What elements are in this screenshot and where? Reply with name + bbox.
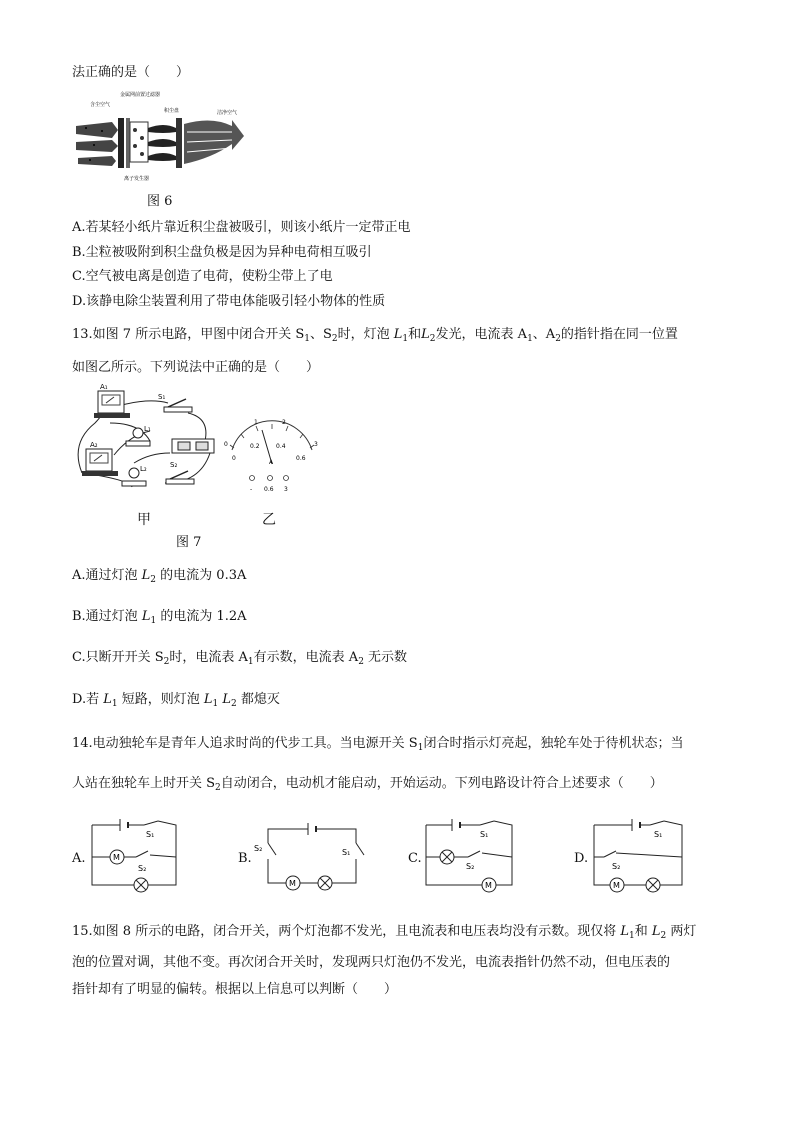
q12-option-b: B.尘粒被吸附到积尘盘负极是因为异种电荷相互吸引 [72,245,372,260]
label-yi: 乙 [262,512,276,528]
q13-stem-line1: 13.如图 7 所示电路，甲图中闭合开关 $S_1$、$S_2$时，灯泡 $L_1$和$L_2$发光，电流表 $A_1$、$A_2$的指针指在同一位置 [72,327,678,344]
label-dust-plate: 积尘盘 [164,108,180,114]
q13-stem-line2: 如图乙所示。下列说法中正确的是（ ） [72,360,320,375]
d-label-s1: S₁ [654,830,663,839]
q14-option-b-label: B. [238,851,252,866]
q13-option-c: C.只断开开关 $S_2$时，电流表 $A_1$有示数，电流表 $A_2$ 无示数 [72,650,408,667]
tick-bottom-0: 0 [232,455,236,462]
circuit-jia-figure [70,383,220,495]
a-label-s2: S₂ [138,864,147,873]
label-a1: A₁ [100,383,108,391]
q14-circuit-b [250,815,370,895]
a-motor: M [113,853,120,862]
tick-top-1: 1 [254,419,258,426]
meter-dial-yi [220,418,324,496]
c-label-s1: S₁ [480,830,489,839]
q13-option-b: B.通过灯泡 $L_1$ 的电流为 1.2A [72,609,247,626]
label-l1: L₁ [144,425,151,433]
electrostatic-precipitator-figure [72,86,247,190]
label-jia: 甲 [137,512,151,528]
tick-top-0: 0 [224,441,228,448]
terminal-neg: - [250,486,253,493]
c-label-s2: S₂ [466,862,475,871]
q12-stem-tail: 法正确的是（ ） [72,65,190,80]
label-s1: S₁ [158,393,166,401]
q14-stem-line2: 人站在独轮车上时开关 $S_2$自动闭合，电动机才能启动，开始运动。下列电路设计符合上述要求（ ） [72,776,663,793]
q12-option-c: C.空气被电离是创造了电荷，使粉尘带上了电 [72,269,333,284]
meter-unit: A [269,459,274,466]
label-a2: A₂ [90,441,98,449]
tick-bottom-3: 0.6 [296,455,306,462]
b-motor: M [289,879,296,888]
q14-option-c-label: C. [408,851,422,866]
terminal-3: 3 [284,486,288,493]
q14-circuit-d [588,815,688,895]
b-label-s2: S₂ [254,844,263,853]
tick-top-3: 3 [314,441,318,448]
label-filter: 金属网前置过滤器 [120,92,161,98]
c-motor: M [485,881,492,890]
q13-option-d: D.若 $L_1$ 短路，则灯泡 $L_1$ $L_2$ 都熄灭 [72,692,280,709]
a-label-s1: S₁ [146,830,155,839]
label-dusty-air: 含尘空气 [90,102,111,108]
fig7-caption: 图 7 [176,535,202,550]
q14-circuit-c [420,815,520,895]
tick-bottom-1: 0.2 [250,443,260,450]
q14-option-d-label: D. [574,851,589,866]
b-label-s1: S₁ [342,848,351,857]
d-motor: M [613,881,620,890]
q15-stem-line3: 指针却有了明显的偏转。根据以上信息可以判断（ ） [72,982,398,997]
q15-stem-line2: 泡的位置对调，其他不变。再次闭合开关时，发现两只灯泡仍不发光，电流表指针仍然不动，但电压表的 [72,955,671,970]
d-label-s2: S₂ [612,862,621,871]
tick-bottom-2: 0.4 [276,443,286,450]
q14-option-a-label: A. [72,851,86,866]
q14-stem-line1: 14.电动独轮车是青年人追求时尚的代步工具。当电源开关 $S_1$闭合时指示灯亮起，独轮车处于待机状态；当 [72,736,684,753]
label-l2: L₂ [140,465,147,473]
q13-option-a: A.通过灯泡 $L_2$ 的电流为 0.3A [72,568,247,585]
q12-option-d: D.该静电除尘装置利用了带电体能吸引轻小物体的性质 [72,294,386,309]
label-s2: S₂ [170,461,178,469]
label-ion-generator: 离子发生器 [124,176,150,182]
q14-circuit-a [86,815,182,895]
tick-top-2: 2 [282,419,286,426]
fig6-caption: 图 6 [147,194,173,209]
terminal-06: 0.6 [264,486,274,493]
label-clean-air: 洁净空气 [217,110,238,116]
q12-option-a: A.若某轻小纸片靠近积尘盘被吸引，则该小纸片一定带正电 [72,220,411,235]
q15-stem-line1: 15.如图 8 所示的电路，闭合开关，两个灯泡都不发光，且电流表和电压表均没有示数。现仅将 $L_1$和 $L_2$ 两灯 [72,924,697,941]
